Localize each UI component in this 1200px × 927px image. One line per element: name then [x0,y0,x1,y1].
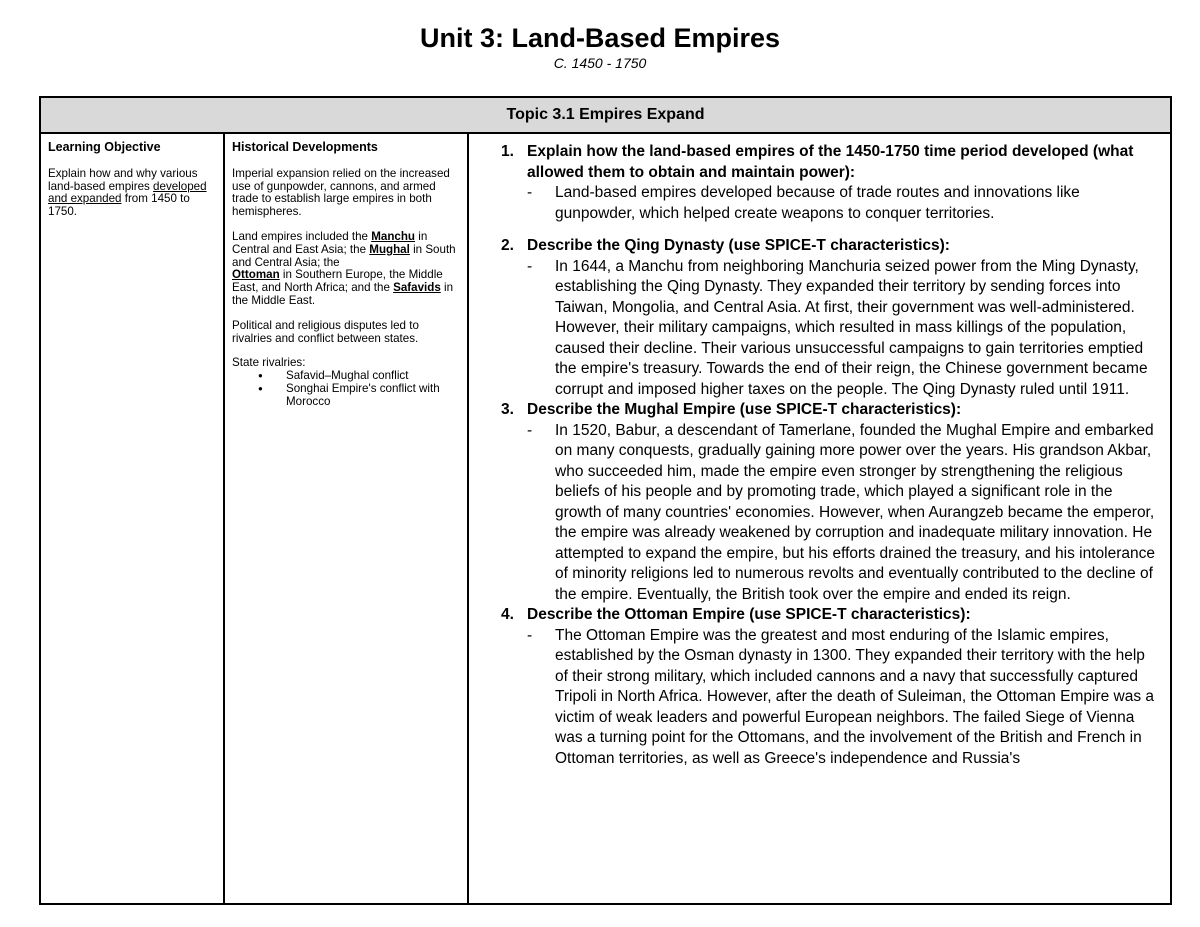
question-item-2 [501,236,1156,400]
question-number: 1. [501,143,514,160]
answer-text: In 1644, a Manchu from neighboring Manchuria seized power from the Ming Dynasty, establishing the Qing Dynasty. They expanded their territory by sending forces into Taiwan, Mongolia, and Central Asia. At first, their government was well-administered. However, their military campaigns, which resulted in mass killings of the population, caused their decline. Their various unsuccessful campaigns to gain territories emptied the empire's treasury. Towards the end of their reign, the Chinese government became corrupt and imposed higher taxes on the people. The Qing Dynasty ruled until 1911. [555,257,1148,398]
lo-text-underlined: developed and expanded [48,179,207,206]
historical-developments-column [225,134,469,903]
lo-text-after: from 1450 to 1750. [48,192,190,219]
learning-objective-heading: Learning Objective [48,140,161,154]
topic-header: Topic 3.1 Empires Expand [41,98,1170,134]
hd-p2-text-2: in Central and East Asia; the [232,229,428,256]
question-number: 2. [501,237,514,254]
questions-column [469,134,1170,903]
hd-p2-text-1: Land empires included the [232,229,372,243]
learning-objective-text [48,168,217,219]
hd-term-safavids: Safavids [393,281,441,295]
hd-p2-text-3: in South and Central Asia; the [232,242,456,269]
question-number: 4. [501,606,514,623]
answer-dash: - [527,257,533,275]
answer-dash: - [527,626,533,644]
hd-paragraph-2 [232,231,459,308]
question-title: Describe the Qing Dynasty (use SPICE-T characteristics): [527,237,950,254]
answer-text: The Ottoman Empire was the greatest and most enduring of the Islamic empires, established by the Osman dynasty in 1300. They expanded their territory with the help of their strong military, which included cannons and a navy that successfully captured Tripoli in North Africa. However, after the death of Suleiman, the Ottoman Empire was a victim of weak leaders and powerful European neighbors. The failed Siege of Vienna was a turning point for the Ottomans, and the involvement of the British and French in Ottoman territories, as well as Greece's independence and Russia's [555,626,1155,767]
question-item-4 [501,605,1156,769]
question-number: 3. [501,401,514,418]
topic-table [39,96,1172,905]
question-title: Describe the Mughal Empire (use SPICE-T characteristics): [527,401,962,418]
question-answer [527,421,1156,606]
hd-term-mughal: Mughal [369,242,410,256]
historical-developments-heading: Historical Developments [232,140,378,154]
hd-rivalries-list [232,370,459,408]
question-answer [527,183,1156,224]
hd-rivalry-item: ● Songhai Empire's conflict with Morocco [258,383,459,409]
hd-rivalries-label: State rivalries: [232,356,306,370]
answer-text: In 1520, Babur, a descendant of Tamerlane, founded the Mughal Empire and embarked on many conquests, gradually gaining more power over the years. His grandson Akbar, who succeeded him, made the empire even stronger by strengthening the religious beliefs of his people and by promoting trade, which played a significant role in the growth of many countries' economies. However, when Aurangzeb became the emperor, the empire was already weakened by corruption and inadequate military innovation. He attempted to expand the empire, but his efforts drained the treasury, and his intolerance of minority religions led to numerous revolts and eventually contributed to the decline of the empire. Eventually, the British took over the empire and ended its reign. [555,421,1155,603]
page-subtitle: C. 1450 - 1750 [553,55,647,71]
hd-rivalry-item: ● Safavid–Mughal conflict [258,370,459,383]
hd-p2-text-4: in Southern Europe, the Middle East, and North Africa; and the [232,268,443,295]
lo-text-before: Explain how and why various land-based empires [48,166,198,193]
question-answer [527,257,1156,401]
hd-paragraph-3: Political and religious disputes led to rivalries and conflict between states. [232,318,419,345]
learning-objective-column [41,134,225,903]
question-item-3 [501,400,1156,605]
hd-term-manchu: Manchu [371,229,416,243]
question-title: Describe the Ottoman Empire (use SPICE-T characteristics): [527,606,971,623]
answer-text: Land-based empires developed because of trade routes and innovations like gunpowder, which helped create weapons to conquer territories. [555,184,1080,222]
answer-dash: - [527,184,533,201]
question-item-1 [501,142,1156,224]
question-answer [527,626,1156,770]
hd-paragraph-1: Imperial expansion relied on the increased use of gunpowder, cannons, and armed trade to establish large empires in both hemispheres. [232,166,450,219]
hd-p2-text-5: in the Middle East. [232,281,454,307]
answer-dash: - [527,421,533,439]
question-title: Explain how the land-based empires of the 1450-1750 time period developed (what allowed them to obtain and maintain power): [527,143,1134,181]
page-title: Unit 3: Land-Based Empires [419,23,781,53]
hd-term-ottoman: Ottoman [232,268,280,282]
